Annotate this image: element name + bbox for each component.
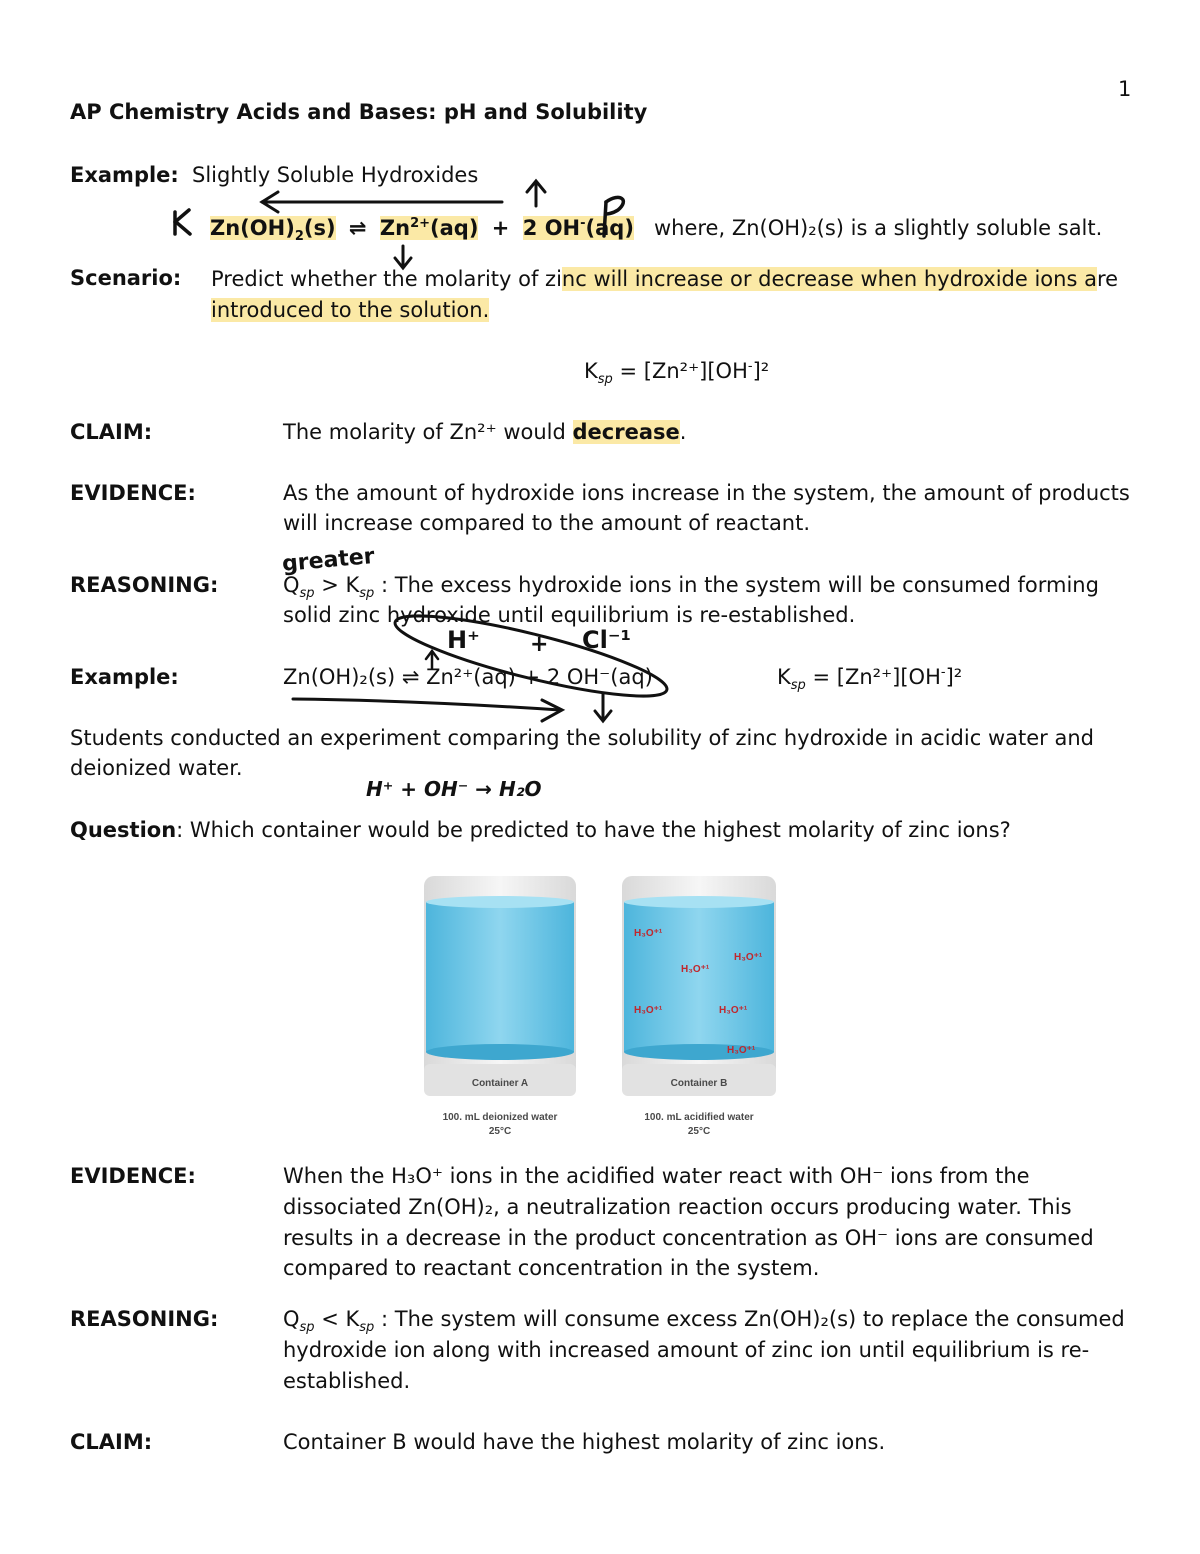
- scenario-line-1: Predict whether the molarity of zinc will increase or decrease when hydroxide ions are: [211, 267, 1119, 291]
- ion-label: H₃O⁺¹: [634, 928, 663, 939]
- evidence-line-1: As the amount of hydroxide ions increase in the system, the amount of products: [283, 481, 1130, 505]
- ion-label: H₃O⁺¹: [634, 1005, 663, 1016]
- down-arrow-right-annotation: [595, 693, 611, 721]
- up-arrow-annotation: [527, 181, 545, 206]
- beakers-figure: [418, 868, 782, 1144]
- container-b-label: Container B: [670, 1078, 728, 1089]
- left-arrow-annotation: [262, 192, 502, 212]
- right-arrow-annotation: [293, 699, 562, 721]
- ion-label: H₃O⁺¹: [681, 964, 710, 975]
- scenario-line-2: introduced to the solution.: [211, 298, 490, 322]
- ion-label: H₃O⁺¹: [734, 952, 763, 963]
- reasoning2-line-2: hydroxide ion along with increased amount of zinc ion until equilibrium is re-: [283, 1338, 1090, 1362]
- example-text: Slightly Soluble Hydroxides: [192, 163, 479, 187]
- students-line-2: deionized water.: [70, 756, 243, 780]
- evidence2-line-3: results in a decrease in the product concentration as OH⁻ ions are consumed: [283, 1226, 1094, 1250]
- example2-equation: Zn(OH)₂(s) ⇌ Zn²⁺(aq) + 2 OH⁻(aq): [283, 665, 653, 689]
- ion-label: H₃O⁺¹: [727, 1045, 756, 1056]
- reasoning-line-1: $Q_{sp} > K_{sp}$ : The excess hydroxide ions in the system will be consumed forming: [283, 573, 1099, 602]
- page-number: 1: [1118, 77, 1132, 101]
- reasoning-label: REASONING:: [70, 573, 219, 597]
- h-plus-annotation: H⁺: [447, 626, 480, 654]
- evidence2-line-1: When the H₃O⁺ ions in the acidified water react with OH⁻ ions from the: [283, 1164, 1030, 1188]
- claim2-label: CLAIM:: [70, 1430, 153, 1454]
- beaker-b: [622, 876, 776, 1096]
- evidence2-label: EVIDENCE:: [70, 1164, 196, 1188]
- caption-a-1: 100. mL deionized water: [442, 1112, 558, 1123]
- equilibrium-equation: $Zn(OH)_2(s)$ ⇌ $Zn^{2+}(aq) + 2$ OH-(aq) where, Zn(OH)₂(s) is a slightly soluble salt.: [210, 216, 1103, 245]
- plus-annotation: +: [530, 632, 549, 657]
- scenario-label: Scenario:: [70, 266, 182, 290]
- example2-label: Example:: [70, 665, 179, 689]
- beakers-image: [418, 868, 782, 1098]
- example2-ksp: $K_{sp} = [Zn^{2+}][OH^-]^2$: [777, 665, 963, 694]
- students-line-1: Students conducted an experiment comparing the solubility of zinc hydroxide in acidic water and: [70, 726, 1094, 750]
- reasoning-line-2: solid zinc hydroxide until equilibrium is re-established.: [283, 603, 856, 627]
- caption-b-1: 100. mL acidified water: [644, 1112, 754, 1123]
- cl-annotation: Cl⁻¹: [582, 626, 632, 654]
- greater-annotation: greater: [281, 544, 376, 577]
- reasoning2-label: REASONING:: [70, 1307, 219, 1331]
- p-mark-annotation: [604, 197, 623, 236]
- example-label: Example:: [70, 163, 179, 187]
- reasoning2-line-1: $Q_{sp} < K_{sp}$ : The system will consume excess Zn(OH)₂(s) to replace the consumed: [283, 1307, 1125, 1336]
- evidence-line-2: will increase compared to the amount of reactant.: [283, 511, 811, 535]
- container-a-label: Container A: [471, 1078, 529, 1089]
- caption-a-2: 25°C: [488, 1126, 512, 1137]
- caption-b-2: 25°C: [687, 1126, 711, 1137]
- claim2-text: Container B would have the highest molarity of zinc ions.: [283, 1430, 886, 1454]
- claim-label: CLAIM:: [70, 420, 153, 444]
- evidence-label: EVIDENCE:: [70, 481, 196, 505]
- evidence2-line-2: dissociated Zn(OH)₂, a neutralization reaction occurs producing water. This: [283, 1195, 1072, 1219]
- page-title: AP Chemistry Acids and Bases: pH and Solubility: [70, 100, 648, 124]
- claim-text: The molarity of Zn²⁺ would decrease.: [283, 420, 687, 444]
- evidence2-line-4: compared to reactant concentration in the system.: [283, 1256, 820, 1280]
- k-mark-annotation: [175, 210, 190, 234]
- reasoning2-line-3: established.: [283, 1369, 411, 1393]
- question: Question: Which container would be predicted to have the highest molarity of zinc ions?: [70, 818, 1011, 842]
- ksp-expression: $K_{sp} = [Zn^{2+}][OH^-]^2$: [584, 359, 770, 388]
- beaker-a: [424, 876, 576, 1096]
- neutralization-annotation: H⁺ + OH⁻ → H₂O: [366, 777, 542, 801]
- ion-label: H₃O⁺¹: [719, 1005, 748, 1016]
- small-up-arrow-annotation: [426, 651, 438, 668]
- down-arrow-annotation: [395, 246, 411, 268]
